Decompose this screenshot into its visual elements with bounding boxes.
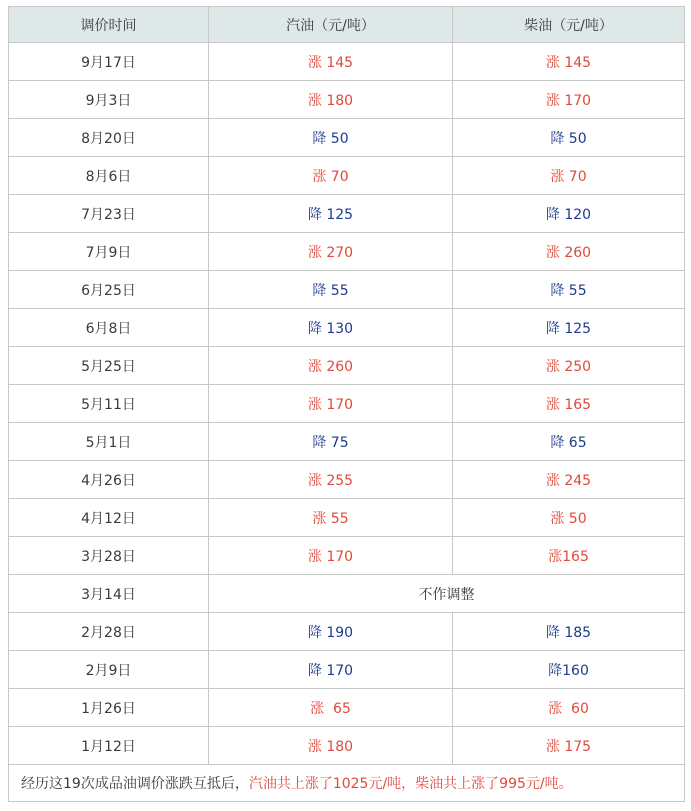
gasoline-change-cell: 涨 55 bbox=[209, 499, 453, 537]
date-cell: 9月3日 bbox=[9, 81, 209, 119]
gasoline-change-cell: 涨 255 bbox=[209, 461, 453, 499]
table-row bbox=[9, 233, 685, 271]
diesel-change-cell: 涨 175 bbox=[453, 727, 685, 765]
date-cell: 7月9日 bbox=[9, 233, 209, 271]
date-cell: 3月14日 bbox=[9, 575, 209, 613]
date-cell: 2月28日 bbox=[9, 613, 209, 651]
header-adjust-time: 调价时间 bbox=[9, 7, 209, 43]
table-row bbox=[9, 271, 685, 309]
price-table-container bbox=[8, 6, 684, 802]
date-cell: 9月17日 bbox=[9, 43, 209, 81]
table-row bbox=[9, 689, 685, 727]
header-diesel: 柴油（元/吨） bbox=[453, 7, 685, 43]
diesel-change-cell: 降 55 bbox=[453, 271, 685, 309]
table-row bbox=[9, 309, 685, 347]
gasoline-change-cell: 涨 270 bbox=[209, 233, 453, 271]
diesel-change-cell: 涨165 bbox=[453, 537, 685, 575]
date-cell: 4月12日 bbox=[9, 499, 209, 537]
table-row bbox=[9, 537, 685, 575]
date-cell: 2月9日 bbox=[9, 651, 209, 689]
table-row bbox=[9, 461, 685, 499]
gasoline-change-cell: 涨 170 bbox=[209, 385, 453, 423]
date-cell: 3月28日 bbox=[9, 537, 209, 575]
summary-cell bbox=[9, 765, 685, 802]
date-cell: 5月1日 bbox=[9, 423, 209, 461]
oil-price-adjustment-table bbox=[8, 6, 685, 802]
gasoline-change-cell: 降 75 bbox=[209, 423, 453, 461]
gasoline-change-cell: 降 190 bbox=[209, 613, 453, 651]
gasoline-change-cell: 涨 65 bbox=[209, 689, 453, 727]
header-gasoline: 汽油（元/吨） bbox=[209, 7, 453, 43]
table-header-row bbox=[9, 7, 685, 43]
table-row bbox=[9, 385, 685, 423]
date-cell: 6月25日 bbox=[9, 271, 209, 309]
table-row bbox=[9, 195, 685, 233]
diesel-change-cell: 降 65 bbox=[453, 423, 685, 461]
diesel-change-cell: 涨 170 bbox=[453, 81, 685, 119]
table-row bbox=[9, 423, 685, 461]
gasoline-change-cell: 降 125 bbox=[209, 195, 453, 233]
diesel-change-cell: 涨 260 bbox=[453, 233, 685, 271]
table-row bbox=[9, 43, 685, 81]
diesel-change-cell: 涨 145 bbox=[453, 43, 685, 81]
diesel-change-cell: 降 50 bbox=[453, 119, 685, 157]
summary-highlight: 汽油共上涨了1025元/吨，柴油共上涨了995元/吨。 bbox=[248, 776, 573, 792]
gasoline-change-cell: 降 170 bbox=[209, 651, 453, 689]
gasoline-change-cell: 涨 180 bbox=[209, 81, 453, 119]
gasoline-change-cell: 降 55 bbox=[209, 271, 453, 309]
diesel-change-cell: 涨 250 bbox=[453, 347, 685, 385]
diesel-change-cell: 涨 70 bbox=[453, 157, 685, 195]
table-row bbox=[9, 499, 685, 537]
date-cell: 8月6日 bbox=[9, 157, 209, 195]
gasoline-change-cell: 涨 260 bbox=[209, 347, 453, 385]
diesel-change-cell: 降 125 bbox=[453, 309, 685, 347]
date-cell: 6月8日 bbox=[9, 309, 209, 347]
table-row bbox=[9, 727, 685, 765]
date-cell: 1月12日 bbox=[9, 727, 209, 765]
diesel-change-cell: 涨 50 bbox=[453, 499, 685, 537]
gasoline-change-cell: 涨 70 bbox=[209, 157, 453, 195]
date-cell: 5月11日 bbox=[9, 385, 209, 423]
table-row bbox=[9, 613, 685, 651]
date-cell: 5月25日 bbox=[9, 347, 209, 385]
gasoline-change-cell: 降 130 bbox=[209, 309, 453, 347]
table-row bbox=[9, 575, 685, 613]
table-row bbox=[9, 81, 685, 119]
date-cell: 4月26日 bbox=[9, 461, 209, 499]
gasoline-change-cell: 涨 170 bbox=[209, 537, 453, 575]
date-cell: 8月20日 bbox=[9, 119, 209, 157]
gasoline-change-cell: 涨 180 bbox=[209, 727, 453, 765]
diesel-change-cell: 降160 bbox=[453, 651, 685, 689]
diesel-change-cell: 涨 60 bbox=[453, 689, 685, 727]
summary-prefix: 经历这19次成品油调价涨跌互抵后， bbox=[21, 776, 249, 792]
diesel-change-cell: 降 120 bbox=[453, 195, 685, 233]
date-cell: 7月23日 bbox=[9, 195, 209, 233]
table-row bbox=[9, 119, 685, 157]
table-row bbox=[9, 651, 685, 689]
table-row bbox=[9, 157, 685, 195]
table-row bbox=[9, 347, 685, 385]
no-adjustment-cell: 不作调整 bbox=[209, 575, 685, 613]
summary-row bbox=[9, 765, 685, 802]
gasoline-change-cell: 降 50 bbox=[209, 119, 453, 157]
diesel-change-cell: 涨 165 bbox=[453, 385, 685, 423]
diesel-change-cell: 降 185 bbox=[453, 613, 685, 651]
diesel-change-cell: 涨 245 bbox=[453, 461, 685, 499]
table-body bbox=[9, 43, 685, 765]
gasoline-change-cell: 涨 145 bbox=[209, 43, 453, 81]
date-cell: 1月26日 bbox=[9, 689, 209, 727]
